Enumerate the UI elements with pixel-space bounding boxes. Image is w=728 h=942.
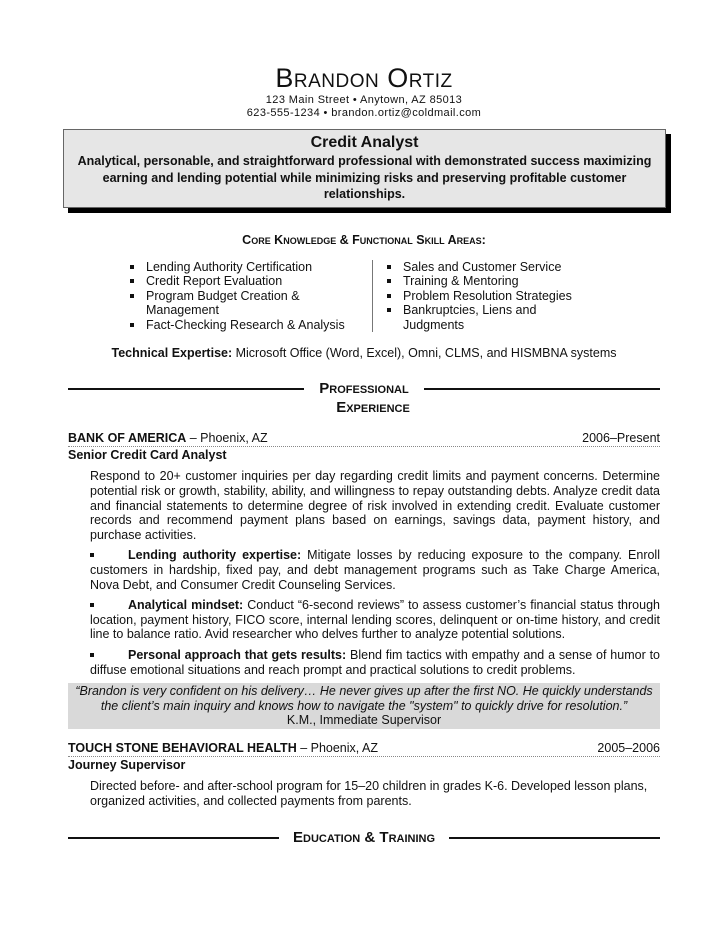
- skill-item: Sales and Customer Service: [385, 260, 605, 275]
- heading-line: Professional: [319, 380, 409, 398]
- bullet-text: Conduct “6-second reviews” to assess customer’s financial status through location, payment history, FICO score, internal lending scores, delinquent or on-time history, and credit line to balance ratio. Avid researcher who delves further to analyze potential solutions.: [90, 598, 660, 642]
- skill-item: Lending Authority Certification: [128, 260, 360, 275]
- summary-text: Analytical, personable, and straightforward professional with demonstrated success maximizing earning and lending potential while minimizing risks and preserving profitable customer relationships.: [77, 154, 652, 201]
- experience-heading: [304, 379, 424, 417]
- bullet-icon: [90, 603, 94, 607]
- job-location: – Phoenix, AZ: [296, 740, 379, 755]
- company-name: TOUCH STONE BEHAVIORAL HEALTH: [68, 740, 297, 755]
- summary-box: [63, 129, 666, 208]
- technical-expertise: [0, 346, 728, 361]
- candidate-name: Brandon Ortiz: [275, 63, 453, 93]
- job-header: [68, 741, 660, 757]
- skill-item: Problem Resolution Strategies: [385, 289, 605, 304]
- bullet-icon: [90, 653, 94, 657]
- skills-divider: [372, 260, 373, 333]
- job-dates: 2005–2006: [597, 740, 660, 755]
- testimonial-quote: “Brandon is very confident on his delivery… He never gives up after the first NO. He quickly understands the client’s main inquiry and knows how to navigate the "system" to quickly drive for resolution.”: [75, 684, 653, 713]
- bullet-icon: [90, 553, 94, 557]
- job-title: Senior Credit Card Analyst: [68, 448, 227, 463]
- experience-section-header: [68, 379, 660, 417]
- skills-left-list: [128, 260, 360, 333]
- skills-columns: [0, 260, 728, 333]
- bullet-label: Lending authority expertise:: [128, 548, 302, 563]
- bullet-label: Analytical mindset:: [128, 598, 244, 613]
- company-name: BANK OF AMERICA: [68, 431, 187, 446]
- section-rule: [68, 837, 279, 839]
- education-heading: Education & Training: [293, 829, 436, 847]
- tech-label: Technical Expertise:: [111, 346, 233, 361]
- achievement-bullet: [90, 598, 660, 642]
- skill-item: Program Budget Creation & Management: [128, 289, 316, 318]
- skill-item: Fact-Checking Research & Analysis: [128, 318, 360, 333]
- section-rule: [449, 837, 660, 839]
- contact-info: 623-555-1234 • brandon.ortiz@coldmail.com: [246, 107, 482, 119]
- skill-item: Bankruptcies, Liens and Judgments: [385, 303, 553, 332]
- section-rule: [68, 388, 304, 390]
- education-section-header: [68, 828, 660, 847]
- job-header: [68, 431, 660, 447]
- testimonial-author: K.M., Immediate Supervisor: [286, 713, 442, 728]
- skill-item: Credit Report Evaluation: [128, 274, 360, 289]
- job-target-title: Credit Analyst: [310, 134, 419, 151]
- job-description: Respond to 20+ customer inquiries per day regarding credit limits and payment concerns. Determine potential risk or growth, stability, ability, and willingness to repay outstanding debts. Analyze credit data and financial statements to determine degree of risk involved in extending credit. Evaluate customer records and recommend payment plans based on earnings, savings data, payment history, and purchase activities.: [90, 469, 660, 542]
- bullet-text: Blend fim tactics with empathy and a sense of humor to diffuse emotional situations and reach prompt and practical solutions to credit problems.: [90, 648, 660, 677]
- job-title: Journey Supervisor: [68, 757, 186, 772]
- tech-text: Microsoft Office (Word, Excel), Omni, CLMS, and HISMBNA systems: [232, 346, 617, 361]
- job-entry: [68, 431, 660, 729]
- skills-heading: Core Knowledge & Functional Skill Areas:: [242, 232, 486, 247]
- job-location: – Phoenix, AZ: [186, 431, 268, 446]
- job-dates: 2006–Present: [582, 431, 660, 446]
- bullet-label: Personal approach that gets results:: [128, 648, 347, 662]
- section-rule: [424, 388, 660, 390]
- achievement-bullet: [90, 648, 660, 677]
- job-entry: [68, 741, 660, 808]
- skill-item: Training & Mentoring: [385, 274, 605, 289]
- bullet-text: Mitigate losses by reducing exposure to the company. Enroll customers in hardship, fixed pay, and debt management programs such as Take Charge America, Nova Debt, and Consumer Credit Counseling Services.: [90, 548, 660, 592]
- skills-right-list: [385, 260, 605, 333]
- achievement-bullet: [90, 548, 660, 592]
- testimonial-box: [68, 683, 660, 729]
- address: 123 Main Street • Anytown, AZ 85013: [265, 94, 463, 106]
- heading-line: Experience: [336, 399, 410, 417]
- job-description: Directed before- and after-school program for 15–20 children in grades K-6. Developed lesson plans, organized activities, and collected payments from parents.: [90, 778, 648, 808]
